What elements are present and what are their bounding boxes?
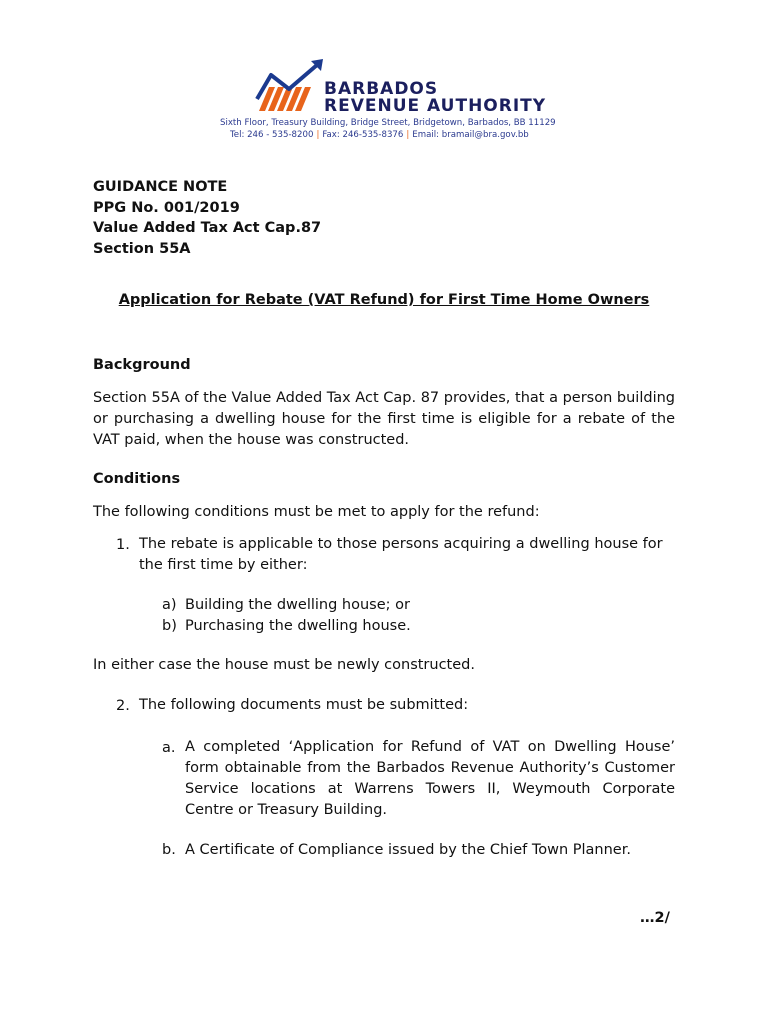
doc-reference: PPG No. 001/2019: [93, 200, 240, 216]
doc-act: Value Added Tax Act Cap.87: [93, 220, 322, 236]
letterhead: [220, 55, 575, 145]
doc-section: Section 55A: [93, 241, 191, 257]
sub-item-text: A completed ‘Application for Refund of VAT on Dwelling House’ form obtainable from the Barbados Revenue Authority’s Customer Service locations at Warrens Towers II, Weymouth Corporate Centre or Treasury Building.: [185, 739, 675, 818]
list-item-text: The following documents must be submitted:: [139, 697, 469, 713]
org-name-line2: REVENUE AUTHORITY: [324, 96, 547, 116]
either-case-note: In either case the house must be newly constructed.: [93, 657, 475, 673]
list-item-number: 2.: [116, 698, 130, 714]
doc-type: GUIDANCE NOTE: [93, 179, 228, 195]
org-contact: [230, 130, 529, 140]
org-email: Email: bramail@bra.gov.bb: [412, 130, 529, 140]
page-title: Application for Rebate (VAT Refund) for First Time Home Owners: [118, 292, 650, 308]
org-fax: Fax: 246-535-8376: [322, 130, 404, 140]
org-address: Sixth Floor, Treasury Building, Bridge Street, Bridgetown, Barbados, BB 11129: [220, 118, 556, 128]
conditions-intro: The following conditions must be met to apply for the refund:: [93, 504, 540, 520]
sub-item-text: Purchasing the dwelling house.: [185, 618, 411, 634]
sub-item-marker: b.: [162, 842, 176, 858]
sub-item-marker: a): [162, 597, 177, 613]
contact-separator: |: [316, 130, 320, 140]
sub-item-text: A Certificate of Compliance issued by the Chief Town Planner.: [185, 842, 631, 858]
page-continuation: …2/: [640, 910, 670, 926]
list-item-number: 1.: [116, 537, 130, 553]
sub-item-text: Building the dwelling house; or: [185, 597, 410, 613]
conditions-heading: Conditions: [93, 471, 181, 487]
background-paragraph: Section 55A of the Value Added Tax Act Cap. 87 provides, that a person building or purchasing a dwelling house for the first time is eligible for a rebate of the VAT paid, when the house was constructed.: [93, 390, 675, 448]
sub-item-marker: a.: [162, 740, 176, 756]
background-heading: Background: [93, 357, 191, 373]
list-item-text: The rebate is applicable to those persons acquiring a dwelling house for the first time by either:: [139, 536, 663, 573]
contact-separator: |: [406, 130, 410, 140]
org-name-line1: BARBADOS: [324, 79, 439, 99]
sub-item-marker: b): [162, 618, 177, 634]
org-tel: Tel: 246 - 535-8200: [230, 130, 314, 140]
bra-logo-icon: [255, 59, 327, 117]
